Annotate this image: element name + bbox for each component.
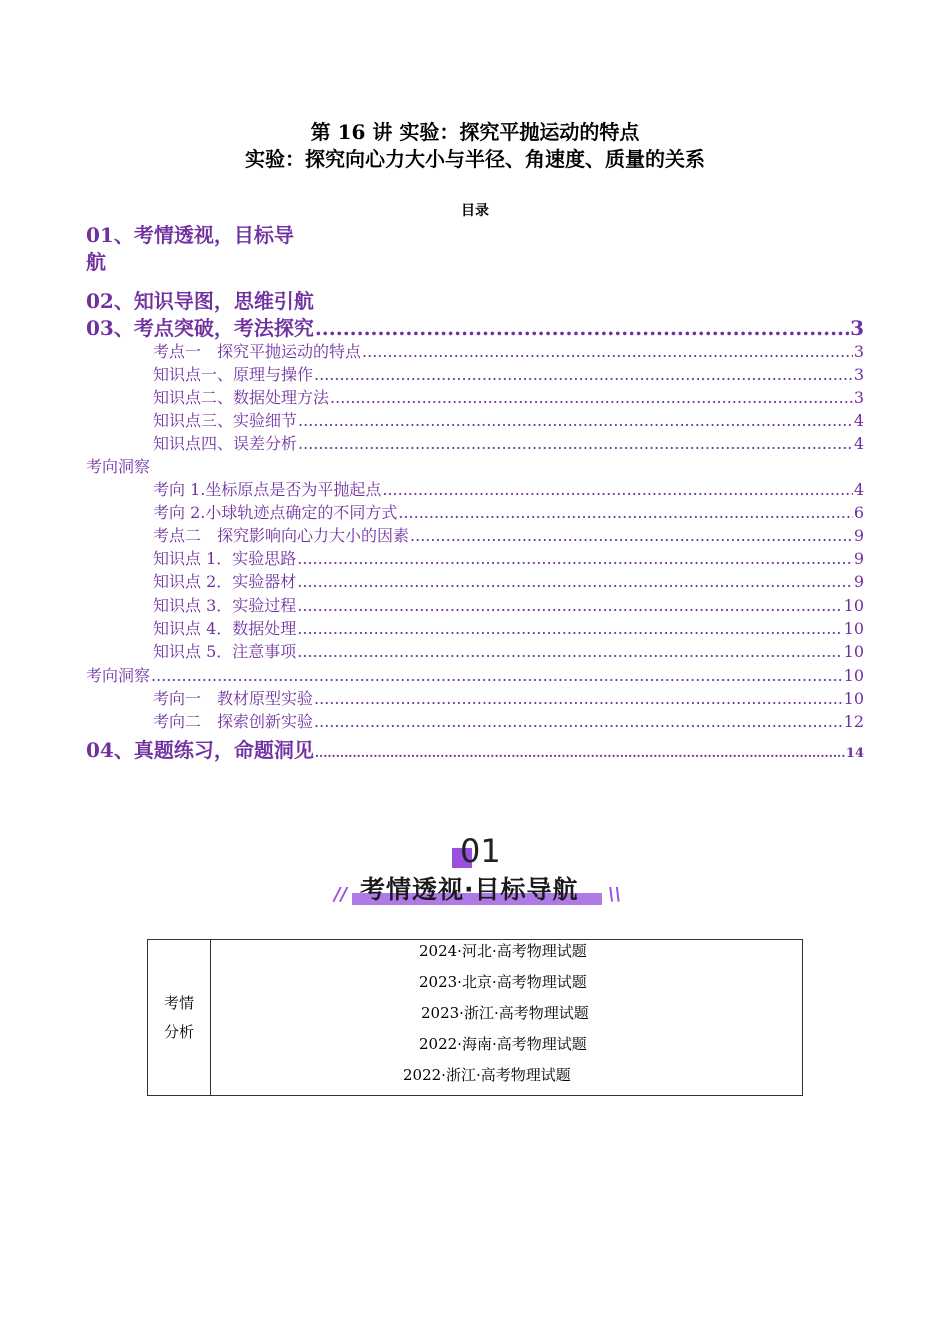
toc-page: 10 <box>843 666 864 685</box>
toc-page: 10 <box>843 596 864 615</box>
banner-title: 考情透视·目标导航 <box>360 875 579 904</box>
toc-zhishi-3[interactable] <box>153 408 864 431</box>
toc-label: 知识点一、原理与操作 <box>153 365 314 384</box>
exam-table-items <box>211 940 803 1096</box>
exam-label-line-2: 分析 <box>163 1022 194 1041</box>
exam-label-line-1: 考情 <box>163 993 194 1012</box>
toc-label: 知识点二、数据处理方法 <box>153 388 330 407</box>
toc-label: 考向 1.坐标原点是否为平抛起点 <box>153 480 382 499</box>
toc-page: 9 <box>853 572 864 591</box>
exam-item: 2022·海南·高考物理试题 <box>419 1035 587 1053</box>
toc-page: 4 <box>853 480 864 499</box>
toc-label: 知识点 3．实验过程 <box>153 596 297 615</box>
toc-zhishidian-5[interactable] <box>153 639 864 662</box>
toc-section-03[interactable] <box>86 312 864 341</box>
toc-label: 04、真题练习，命题洞见 <box>86 738 314 762</box>
toc-zhishi-2[interactable] <box>153 385 864 408</box>
exam-item: 2022·浙江·高考物理试题 <box>403 1066 571 1084</box>
toc-kaodian-2[interactable] <box>153 523 864 546</box>
exam-table-label <box>148 940 211 1096</box>
toc-label: 知识点四、误差分析 <box>153 434 298 453</box>
banner-slash-left: // <box>334 884 348 905</box>
toc-page: 3 <box>853 388 864 407</box>
toc-page: 10 <box>843 619 864 638</box>
exam-item: 2023·北京·高考物理试题 <box>419 973 587 991</box>
toc-section-04[interactable] <box>86 734 864 763</box>
toc-label: 考向洞察 <box>86 457 151 476</box>
toc-zhishidian-3[interactable] <box>153 593 864 616</box>
title-line-2: 实验：探究向心力大小与半径、角速度、质量的关系 <box>245 147 705 171</box>
toc-page: 4 <box>853 434 864 453</box>
toc-zhishidian-4[interactable] <box>153 616 864 639</box>
toc-label: 考向 2.小球轨迹点确定的不同方式 <box>153 503 398 522</box>
toc-zhishidian-2[interactable] <box>153 569 864 592</box>
toc-zhishi-4[interactable] <box>153 431 864 454</box>
toc-page: 10 <box>843 689 864 708</box>
toc-section-01-line2[interactable]: 航 <box>86 250 106 274</box>
toc-page: 12 <box>843 712 864 731</box>
toc-kaoxiang-b[interactable] <box>153 709 864 732</box>
toc-label: 知识点 5．注意事项 <box>153 642 297 661</box>
banner-number: 01 <box>460 832 501 870</box>
toc-kaoxiang-a[interactable] <box>153 686 864 709</box>
toc-label: 考点二 探究影响向心力大小的因素 <box>153 526 410 545</box>
toc-page: 6 <box>853 503 864 522</box>
toc-page: 3 <box>853 342 864 361</box>
exam-analysis-table <box>147 939 803 1096</box>
toc-label: 考向二 探索创新实验 <box>153 712 314 731</box>
banner-slash-right: \\ <box>608 884 622 905</box>
toc-label: 考向洞察 <box>86 666 151 685</box>
toc-zhishidian-1[interactable] <box>153 546 864 569</box>
toc-label: 知识点 2．实验器材 <box>153 572 297 591</box>
exam-item: 2024·河北·高考物理试题 <box>419 942 587 960</box>
toc-label: 考向一 教材原型实验 <box>153 689 314 708</box>
toc-zhishi-1[interactable] <box>153 362 864 385</box>
toc-section-01-line1[interactable]: 01、考情透视，目标导 <box>86 223 294 247</box>
toc-label: 知识点 4．数据处理 <box>153 619 297 638</box>
toc-label: 考点一 探究平抛运动的特点 <box>153 342 362 361</box>
toc-page: 4 <box>853 411 864 430</box>
toc-kaoxiang-1[interactable] <box>153 477 864 500</box>
toc-section-02[interactable]: 02、知识导图，思维引航 <box>86 289 314 313</box>
toc-page: 9 <box>853 526 864 545</box>
toc-kaoxiang-dongcha-2[interactable] <box>86 663 864 686</box>
toc-kaodian-1[interactable] <box>153 339 864 362</box>
toc-heading: 目录 <box>461 203 489 219</box>
toc-label: 知识点三、实验细节 <box>153 411 298 430</box>
toc-page: 3 <box>850 316 864 340</box>
exam-item: 2023·浙江·高考物理试题 <box>421 1004 589 1022</box>
toc-label: 知识点 1．实验思路 <box>153 549 297 568</box>
toc-page: 14 <box>845 746 864 761</box>
toc-page: 10 <box>843 642 864 661</box>
toc-page: 9 <box>853 549 864 568</box>
toc-kaoxiang-dongcha-1[interactable] <box>86 454 864 477</box>
toc-kaoxiang-2[interactable] <box>153 500 864 523</box>
toc-label: 03、考点突破，考法探究 <box>86 316 314 340</box>
title-line-1: 第 16 讲 实验：探究平抛运动的特点 <box>310 120 640 144</box>
toc-page: 3 <box>853 365 864 384</box>
